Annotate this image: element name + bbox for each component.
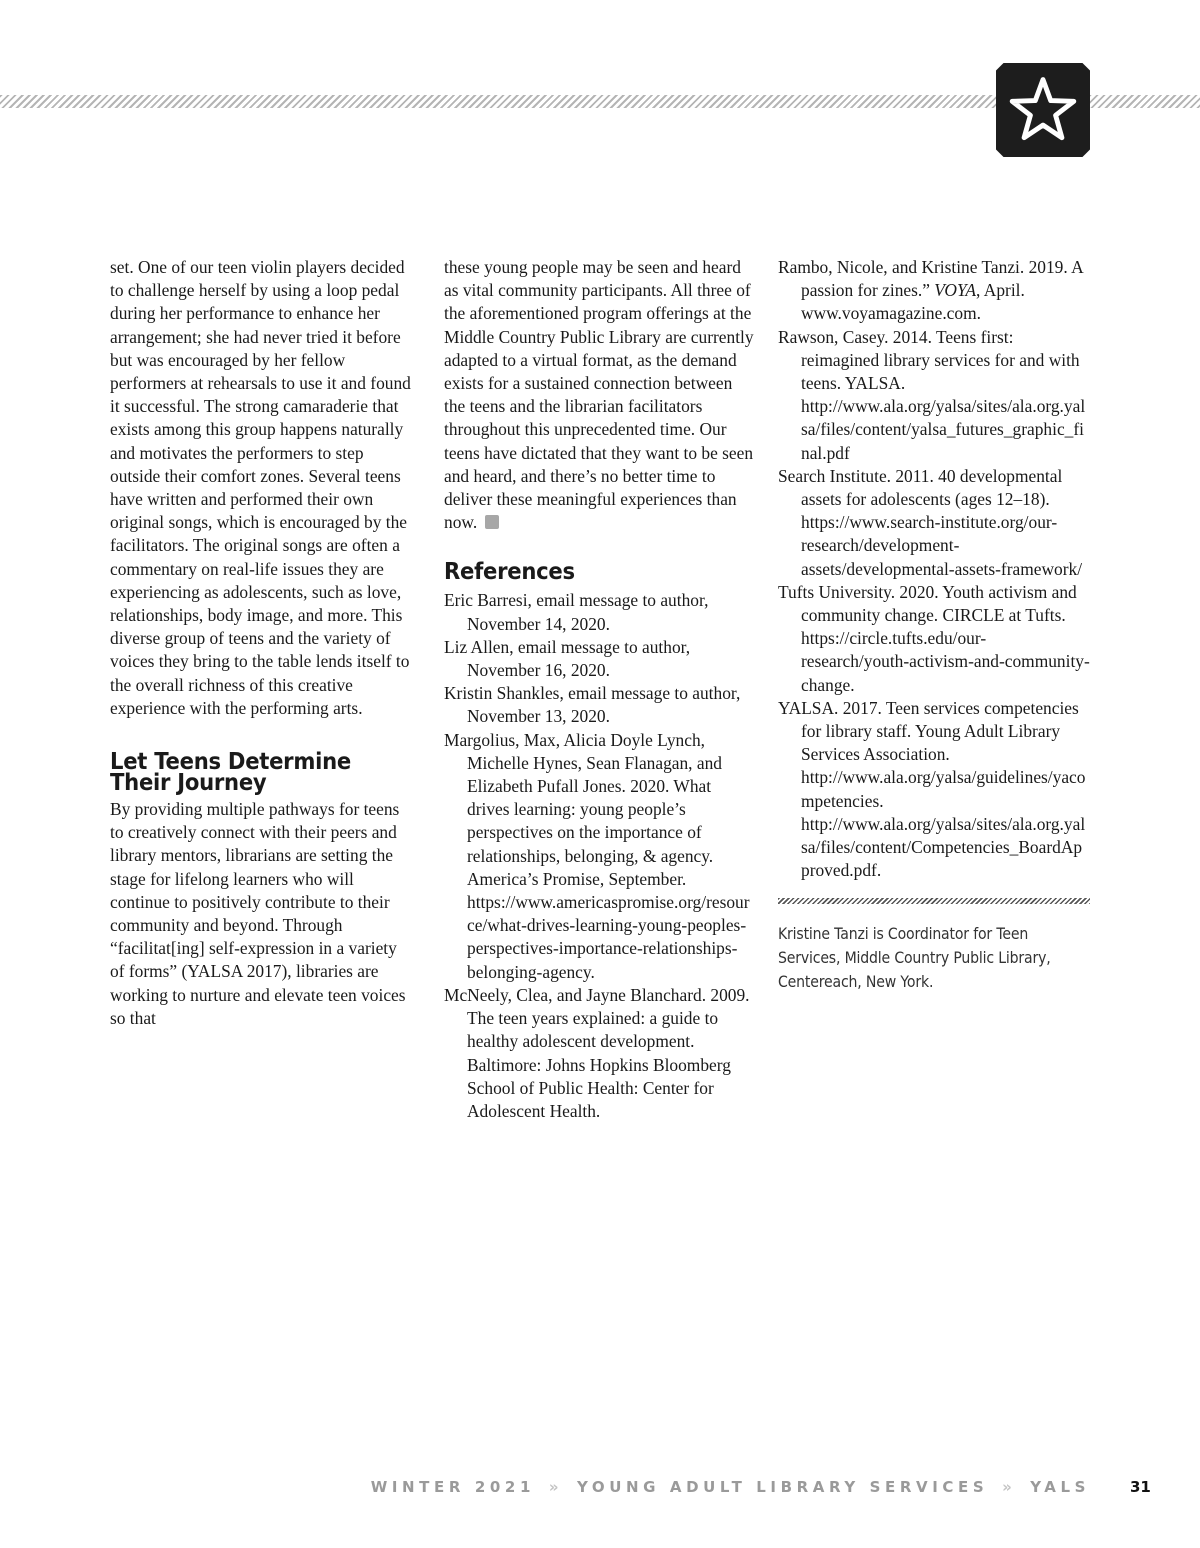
column-3: [778, 256, 1090, 994]
star-icon: [1008, 74, 1078, 144]
star-badge: [996, 63, 1090, 157]
footer-journal: YOUNG ADULT LIBRARY SERVICES: [576, 1478, 989, 1496]
reference-item: Rambo, Nicole, and Kristine Tanzi. 2019. A passion for zines.” VOYA, April. www.voyamagazine.com.: [778, 257, 1083, 324]
body-paragraph: By providing multiple pathways for teens to creatively connect with their peers and library mentors, librarians are setting the stage for lifelong learners who will continue to positively contribute to their community and beyond. Through “facilitat[ing] self-expression in a variety of forms” (YALSA 2017), libraries are working to nurture and elevate teen voices so that: [110, 799, 406, 1028]
reference-item: McNeely, Clea, and Jayne Blanchard. 2009. The teen years explained: a guide to healthy adolescent development. Baltimore: Johns Hopkins Bloomberg School of Public Health: Center for Adolescent Health.: [444, 984, 750, 1121]
footer-separator: »: [548, 1478, 564, 1496]
reference-item: Rawson, Casey. 2014. Teens first: reimagined library services for and with teens. YALSA. http://www.ala.org/yalsa/sites/ala.org.yalsa/files/content/yalsa_futures_graphic_final.pdf: [778, 326, 1086, 463]
column-2: [444, 256, 756, 1123]
bio-divider: [778, 898, 1090, 904]
page-number: 31: [1130, 1478, 1151, 1496]
body-paragraph: [444, 256, 756, 534]
footer-separator: »: [1002, 1478, 1017, 1496]
reference-item: Search Institute. 2011. 40 developmental assets for adolescents (ages 12–18). https://www.search-institute.org/our-research/development-assets/developmental-assets-framework/: [778, 465, 1083, 579]
column-1: [110, 256, 415, 1030]
body-paragraph: set. One of our teen violin players decided to challenge herself by using a loop pedal during her performance to enhance her arrangement; she had never tried it before but was encouraged by her fellow performers at rehearsals to use it and found it successful. The strong camaraderie that exists among this group happens naturally and motivates the performers to step outside their comfort zones. Several teens have written and performed their own original songs, which is encouraged by the facilitators. The original songs are often a commentary on real-life issues they are experiencing as adolescents, such as love, relationships, body image, and more. This diverse group of teens and the variety of voices they bring to the table lends itself to the overall richness of this creative experience with the performing arts.: [110, 257, 411, 718]
reference-item: YALSA. 2017. Teen services competencies for library staff. Young Adult Library Services Association. http://www.ala.org/yalsa/guidelines/yacompetencies. http://www.ala.org/yalsa/sites/ala.org.yalsa/files/content/Competencies_BoardApproved.pdf.: [778, 697, 1086, 881]
references-list-continued: [778, 256, 1090, 882]
references-list: [444, 589, 756, 1123]
reference-item: Margolius, Max, Alicia Doyle Lynch, Michelle Hynes, Sean Flanagan, and Elizabeth Pufall Jones. 2020. What drives learning: young people’s perspectives on the importance of relationships, belonging, & agency. America’s Promise, September. https://www.americaspromise.org/resource/what-drives-learning-young-peoples-perspectives-importance-relationships-belonging-agency.: [444, 729, 750, 982]
end-of-article-mark: [485, 515, 499, 529]
footer-abbrev: YALS: [1030, 1478, 1090, 1496]
body-paragraph-text: these young people may be seen and heard as vital community participants. All three of the aforementioned program offerings at the Middle Country Public Library are currently adapted to a virtual format, as the demand exists for a sustained connection between the teens and the librarian facilitators throughout this unprecedented time. Our teens have dictated that they want to be seen and heard, and there’s no better time to deliver these meaningful experiences than now.: [444, 257, 754, 533]
author-bio: Kristine Tanzi is Coordinator for Teen Services, Middle Country Public Library, Centereach, New York.: [778, 924, 1051, 992]
reference-item: Tufts University. 2020. Youth activism and community change. CIRCLE at Tufts. https://circle.tufts.edu/our-research/youth-activism-and-community-change.: [778, 581, 1090, 695]
running-footer: [0, 1478, 1090, 1496]
reference-item: Liz Allen, email message to author, November 16, 2020.: [444, 636, 691, 681]
reference-item: Eric Barresi, email message to author, November 14, 2020.: [444, 590, 709, 634]
references-heading: References: [444, 559, 575, 586]
footer-season: WINTER 2021: [370, 1478, 535, 1496]
section-heading: Let Teens Determine Their Journey: [110, 749, 351, 797]
reference-item: Kristin Shankles, email message to author, November 13, 2020.: [444, 683, 741, 727]
